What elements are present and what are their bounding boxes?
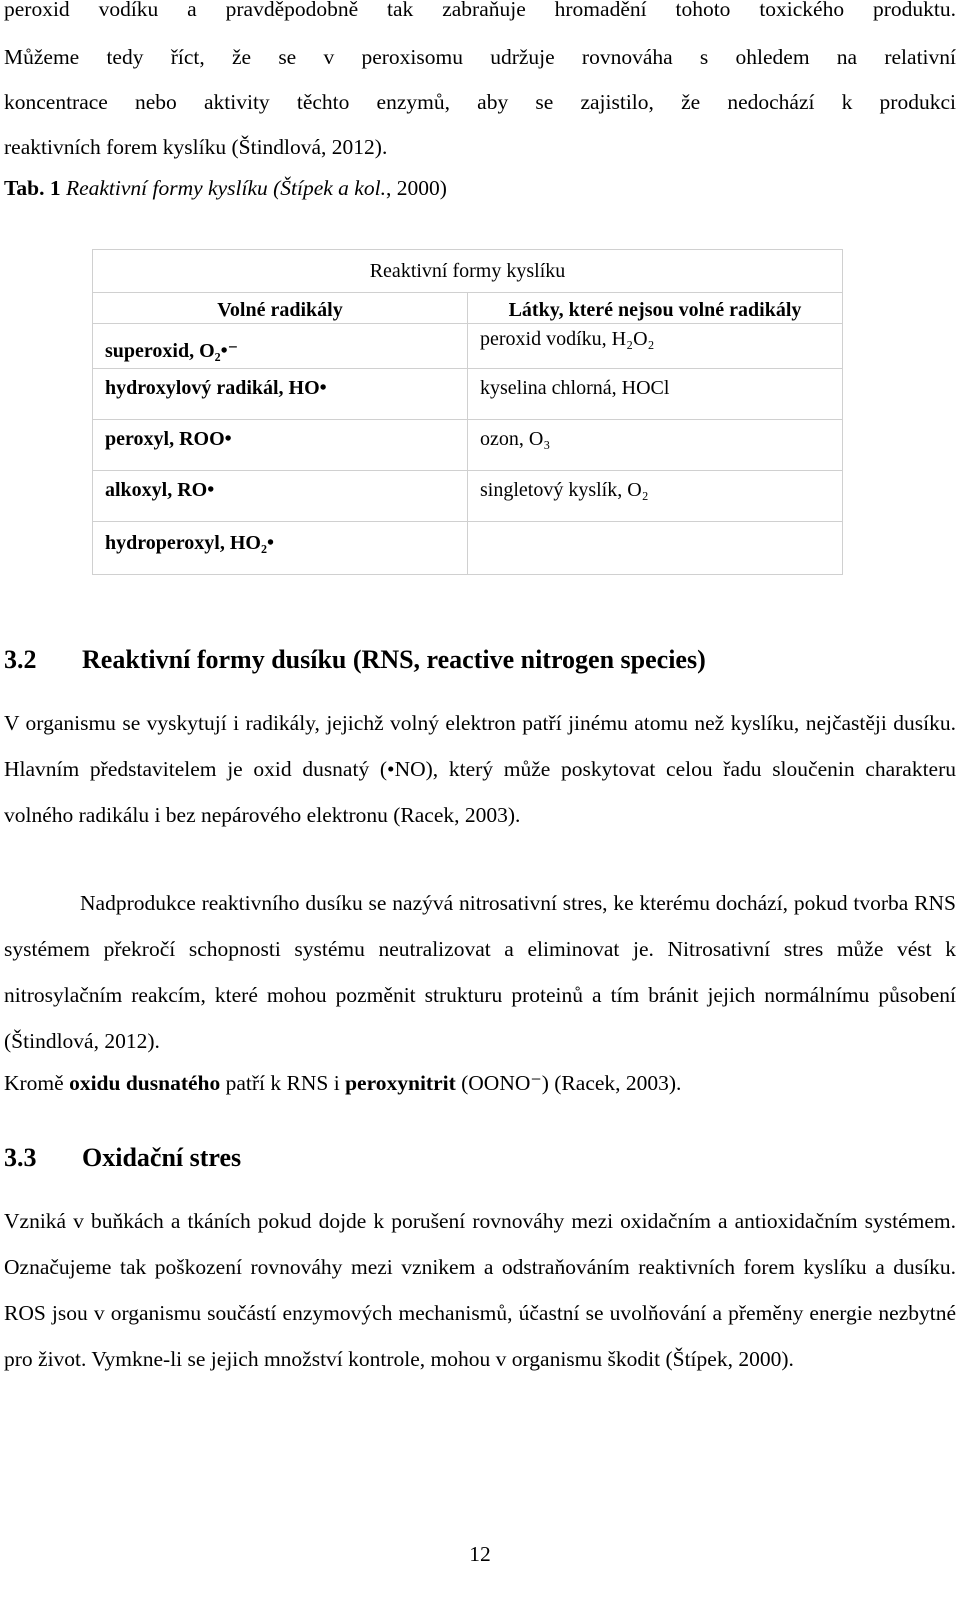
table-cell: hydroxylový radikál, HO• (93, 369, 468, 420)
bold-term: peroxynitrit (345, 1071, 456, 1095)
section-3-2-paragraph-2: Nadprodukce reaktivního dusíku se nazývá nitrosativní stres, ke kterému dochází, pokud tvorba RNS systémem překročí schopnosti systému neutralizovat a eliminovat je. Nitrosativní stres může vést k nitrosylačním reakcím, které mohou pozměnit strukturu proteinů a tím bránit jejich normálnímu působení (Štindlová, 2012). (4, 891, 956, 1053)
table-cell: singletový kyslík, O₂ (468, 471, 843, 522)
intro-line-4: reaktivních forem kyslíku (Štindlová, 2012). (4, 135, 388, 159)
table-caption (4, 176, 447, 201)
text-run: (OONO⁻) (Racek, 2003). (455, 1071, 682, 1095)
intro-line-2: Můžeme tedy říct, že se v peroxisomu udržuje rovnováha s ohledem na relativní (4, 45, 956, 69)
section-heading-3-2 (4, 645, 706, 675)
table-cell: peroxid vodíku, H₂O₂ (468, 324, 843, 369)
reactive-oxygen-table (92, 249, 843, 575)
section-3-2-last-line (4, 1068, 681, 1098)
section-title: Oxidační stres (82, 1143, 242, 1172)
table-cell: peroxyl, ROO• (93, 420, 468, 471)
section-number: 3.3 (4, 1143, 37, 1172)
section-3-2-paragraph-1: V organismu se vyskytují i radikály, jejichž volný elektron patří jinému atomu než kyslíku, nejčastěji dusíku. Hlavním představitelem je oxid dusnatý (•NO), který může poskytovat celou řadu sloučenin charakteru volného radikálu i bez nepárového elektronu (Racek, 2003). (4, 711, 956, 827)
section-3-3-paragraph: Vzniká v buňkách a tkáních pokud dojde k porušení rovnováhy mezi oxidačním a antioxidačním systémem. Označujeme tak poškození rovnováhy mezi vznikem a odstraňováním reaktivních forem kyslíku a dusíku. ROS jsou v organismu součástí enzymových mechanismů, účastní se uvolňování a přeměny energie nezbytné pro život. Vymkne-li se jejich množství kontrole, mohou v organismu škodit (Štípek, 2000). (4, 1209, 956, 1371)
table-cell (468, 522, 843, 575)
table-cell: hydroperoxyl, HO₂• (93, 522, 468, 575)
table-cell: ozon, O₃ (468, 420, 843, 471)
text-run: Kromě (4, 1071, 70, 1095)
table-header: Reaktivní formy kyslíku (93, 250, 843, 293)
table-cell: kyselina chlorná, HOCl (468, 369, 843, 420)
intro-line-1: peroxid vodíku a pravděpodobně tak zabraňuje hromadění tohoto toxického produktu. (4, 0, 956, 21)
table-caption-title: Reaktivní formy kyslíku (Štípek a kol. (65, 176, 386, 200)
table-cell: alkoxyl, RO• (93, 471, 468, 522)
section-title: Reaktivní formy dusíku (RNS, reactive nitrogen species) (82, 645, 706, 674)
bold-term: oxidu dusnatého (69, 1071, 221, 1095)
col-header-free-radicals: Volné radikály (93, 293, 468, 324)
table-caption-label: Tab. 1 (4, 176, 61, 200)
table-caption-suffix: , 2000) (385, 176, 447, 200)
text-run: patří k RNS i (220, 1071, 346, 1095)
intro-line-3: koncentrace nebo aktivity těchto enzymů, aby se zajistilo, že nedochází k produkci (4, 90, 956, 114)
col-header-non-radicals: Látky, které nejsou volné radikály (468, 293, 843, 324)
section-number: 3.2 (4, 645, 37, 674)
section-heading-3-3 (4, 1143, 241, 1173)
table-cell: superoxid, O₂•⁻ (93, 324, 468, 369)
page-number: 12 (469, 1542, 491, 1566)
